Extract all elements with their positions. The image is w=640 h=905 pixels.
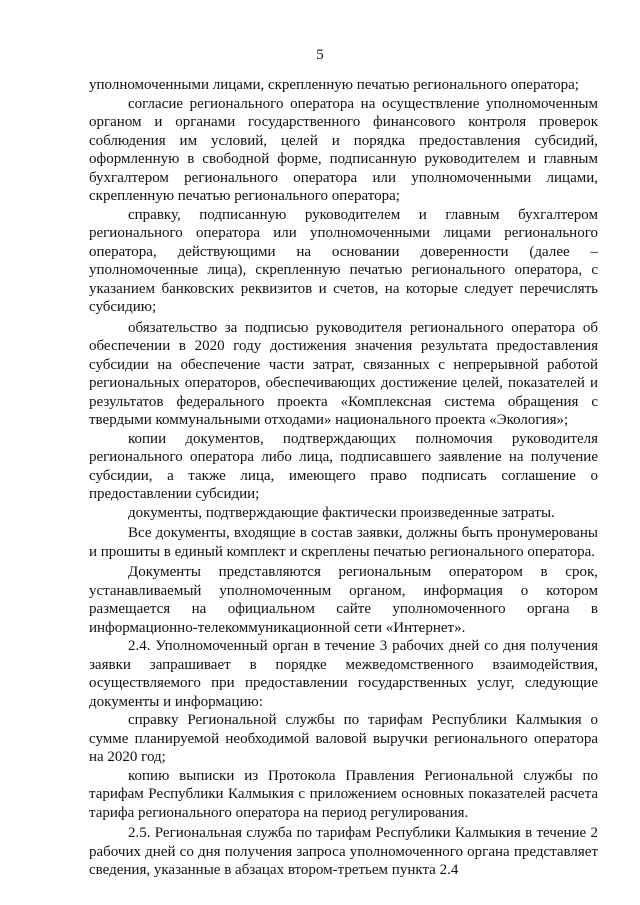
paragraph-continuation: уполномоченными лицами, скрепленную печатью регионального оператора;: [89, 77, 579, 93]
page-number: 5: [316, 47, 324, 63]
paragraph-2-4: 2.4. Уполномоченный орган в течение 3 рабочих дней со дня получения заявки запрашивает в порядке межведомственного взаимодействия, осуществляемого при предоставлении государственных услуг, следующие документы и информацию:: [89, 638, 598, 710]
document-body: [89, 76, 598, 880]
paragraph-copies: копии документов, подтверждающих полномочия руководителя регионального оператора либо лица, подписавшего заявление на получение субсидии, а также лица, имеющего право подписать соглашение о предоставлении субсидии;: [89, 430, 598, 502]
paragraph-tariff-certificate: справку Региональной службы по тарифам Республики Калмыкия о сумме планируемой необходимой валовой выручки регионального оператора на 2020 год;: [89, 712, 598, 765]
paragraph-numbering: Все документы, входящие в состав заявки, должны быть пронумерованы и прошиты в единый комплект и скреплены печатью регионального оператора.: [89, 525, 598, 560]
paragraph-obligation: обязательство за подписью руководителя регионального оператора об обеспечении в 2020 году достижения значения результата предоставления субсидии на обеспечение части затрат, связанных с непрерывной работой региональных операторов, обеспечивающих достижение целей, показателей и результатов федерального проекта «Комплексная система обращения с твердыми коммунальными отходами» национального проекта «Экология»;: [89, 319, 598, 428]
paragraph-consent: согласие регионального оператора на осуществление уполномоченным органом и органами государственного финансового контроля проверок соблюдения им условий, целей и порядка предоставления субсидий, оформленную в свободной форме, подписанную руководителем и главным бухгалтером регионального оператора или уполномоченными лицами, скрепленную печатью регионального оператора;: [89, 95, 598, 204]
paragraph-expenses: документы, подтверждающие фактически произведенные затраты.: [128, 504, 555, 521]
paragraph-protocol-copy: копию выписки из Протокола Правления Региональной службы по тарифам Республики Калмыкия с приложением основных показателей расчета тарифа регионального оператора на период регулирования.: [89, 767, 598, 821]
paragraph-certificate: справку, подписанную руководителем и главным бухгалтером регионального оператора или уполномоченными лицами регионального оператора, действующими на основании доверенности (далее – уполномоченные лица), скрепленную печатью регионального оператора, с указанием банковских реквизитов и счетов, на которые следует перечислять субсидию;: [89, 206, 598, 315]
paragraph-submission: Документы представляются региональным оператором в срок, устанавливаемый уполномоченным органом, информация о котором размещается на официальном сайте уполномоченного органа в информационно-телекоммуникационной сети «Интернет».: [89, 564, 598, 636]
paragraph-2-5: 2.5. Региональная служба по тарифам Республики Калмыкия в течение 2 рабочих дней со дня получения запроса уполномоченного органа представляет сведения, указанные в абзацах втором-третьем пункта 2.4: [89, 825, 598, 878]
